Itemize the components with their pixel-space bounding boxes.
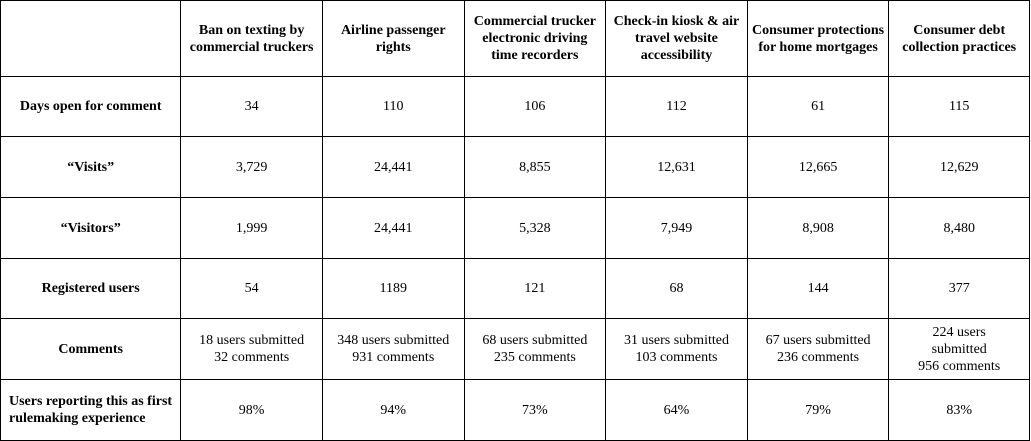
table-cell [464,319,606,380]
cell-line: 931 comments [352,350,435,365]
table-cell: 377 [889,259,1030,319]
row-header: Registered users [1,259,181,319]
table-cell [322,319,464,380]
table-cell [889,319,1030,380]
table-cell: 79% [747,380,889,441]
table-cell: 3,729 [181,137,323,198]
table-row [1,198,1030,259]
cell-line: 956 comments [918,358,1001,374]
table-cell [606,319,748,380]
table-cell: 106 [464,77,606,137]
column-header: Airline passenger rights [322,1,464,77]
table-cell: 94% [322,380,464,441]
column-header: Check-in kiosk & air travel website accessibility [606,1,748,77]
row-header: “Visits” [1,137,181,198]
table-cell [181,319,323,380]
table-cell: 8,908 [747,198,889,259]
cell-line: 103 comments [635,350,718,365]
table-cell: 12,665 [747,137,889,198]
table-cell [747,319,889,380]
table-cell: 73% [464,380,606,441]
corner-cell [1,1,181,77]
cell-line: 348 users submitted [337,333,450,348]
row-header: Comments [1,319,181,380]
column-header: Consumer debt collection practices [889,1,1030,77]
table-cell: 112 [606,77,748,137]
table-cell: 61 [747,77,889,137]
table-row [1,137,1030,198]
table-row [1,319,1030,380]
table-row [1,259,1030,319]
row-header: Days open for comment [1,77,181,137]
table-cell: 24,441 [322,137,464,198]
cell-line: 224 users [932,324,986,340]
table-cell: 121 [464,259,606,319]
row-header: “Visitors” [1,198,181,259]
column-header: Commercial trucker electronic driving time recorders [464,1,606,77]
cell-line: 236 comments [777,350,860,365]
table-cell: 83% [889,380,1030,441]
table-cell: 34 [181,77,323,137]
table-cell: 1189 [322,259,464,319]
table-cell: 64% [606,380,748,441]
table-cell: 8,480 [889,198,1030,259]
table-cell: 68 [606,259,748,319]
table-cell: 144 [747,259,889,319]
table-cell: 115 [889,77,1030,137]
cell-line: 68 users submitted [482,333,588,348]
cell-line: 18 users submitted [199,333,305,348]
table-row [1,77,1030,137]
column-header: Consumer protections for home mortgages [747,1,889,77]
table-row [1,380,1030,441]
table-cell: 8,855 [464,137,606,198]
table-cell: 110 [322,77,464,137]
column-header: Ban on texting by commercial truckers [181,1,323,77]
cell-line: submitted [931,341,987,357]
cell-line: 32 comments [214,350,290,365]
table-cell: 12,629 [889,137,1030,198]
table-cell: 12,631 [606,137,748,198]
table-cell: 5,328 [464,198,606,259]
table-cell: 24,441 [322,198,464,259]
table-cell: 98% [181,380,323,441]
table-cell: 1,999 [181,198,323,259]
row-header: Users reporting this as first rulemaking experience [1,380,181,441]
table-cell: 7,949 [606,198,748,259]
header-row [1,1,1030,77]
cell-line: 235 comments [493,350,576,365]
cell-line: 31 users submitted [623,333,729,348]
table-cell: 54 [181,259,323,319]
cell-line: 67 users submitted [765,333,871,348]
